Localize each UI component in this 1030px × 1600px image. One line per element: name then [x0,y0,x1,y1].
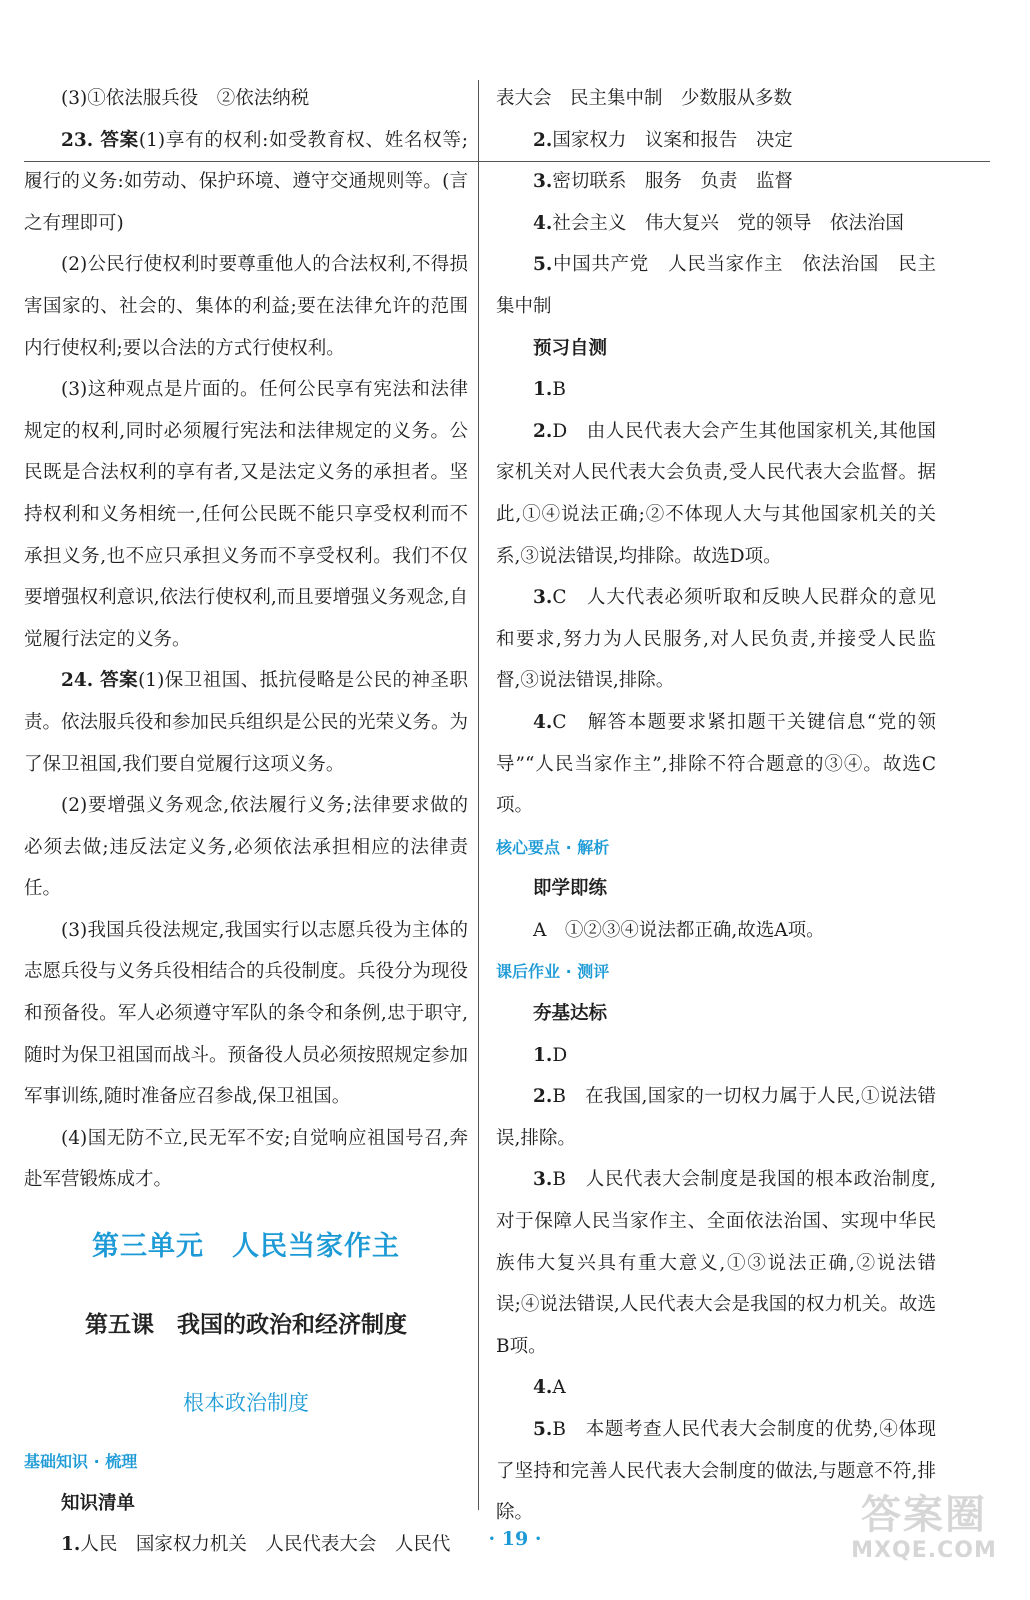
item-number: 5. [533,1419,553,1440]
item-text: 国家权力 议案和报告 决定 [552,129,793,151]
item-text: 社会主义 伟大复兴 党的领导 依法治国 [552,212,904,234]
left-column [24,78,468,1566]
topic-title: 根本政治制度 [183,1391,309,1416]
answer-24-part4: (4)国无防不立,民无军不安;自觉响应祖国号召,奔赴军营锻炼成才。 [24,1127,468,1191]
item-text: B 本题考查人民代表大会制度的优势,④体现了坚持和完善人民代表大会制度的做法,与题意不符,排除。 [496,1419,936,1524]
section-heading-basic: 基础知识 · 梳理 [24,1452,138,1472]
item-text: A [552,1377,566,1399]
unit-title: 第三单元 人民当家作主 [92,1231,400,1263]
homework-answer-4 [496,1367,936,1409]
item-text: B [552,379,566,401]
page-number: · 19 · [488,1528,542,1550]
answer-23 [24,120,468,245]
item-text: C 解答本题要求紧扣题干关键信息“党的领导”“人民当家作主”,排除不符合题意的③④。故选C项。 [496,711,936,817]
right-column [496,78,936,1534]
preview-heading: 预习自测 [533,337,608,359]
item-number: 1. [533,379,553,401]
answer-line: (3)①依法服兵役 ②依法纳税 [61,88,310,109]
answer-24-part2: (2)要增强义务观念,依法履行义务;法律要求做的必须去做;违反法定义务,必须依法承担相应的法律责任。 [24,795,468,900]
answer-23-part3: (3)这种观点是片面的。任何公民享有宪法和法律规定的权利,同时必须履行宪法和法律规定的义务。公民既是合法权利的享有者,又是法定义务的承担者。坚持权利和义务相统一,任何公民既不能只享受权利而不承担义务,也不应只承担义务而不享受权利。我们不仅要增强权利意识,依法行使权利,而且要增强义务观念,自觉履行法定的义务。 [24,379,468,650]
preview-answer-3 [496,577,936,702]
knowledge-item-5 [496,244,936,327]
answer-24 [24,660,468,785]
item-text: 中国共产党 人民当家作主 依法治国 民主集中制 [496,254,936,317]
item-text: D [552,1044,568,1066]
item-number: 5. [533,254,553,276]
homework-answer-2 [496,1076,936,1159]
preview-answer-1 [496,369,936,411]
preview-answer-2 [496,411,936,577]
item-number: 3. [533,1169,553,1191]
section-heading-core: 核心要点 · 解析 [496,837,610,857]
item-text: D 由人民代表大会产生其他国家机关,其他国家机关对人民代表大会负责,受人民代表大会监督。据此,①④说法正确;②不体现人大与其他国家机关的关系,③说法错误,均排除。故选D项。 [496,420,936,567]
knowledge-item-1-continued: 表大会 民主集中制 少数服从多数 [496,88,793,109]
item-text: B 人民代表大会制度是我国的根本政治制度,对于保障人民当家作主、全面依法治国、实现中华民族伟大复兴具有重大意义,①③说法正确,②说法错误;④说法错误,人民代表大会是我国的权力机关。故选B项。 [496,1169,936,1357]
answer-text: (1)享有的权利:如受教育权、姓名权等;履行的义务:如劳动、保护环境、遵守交通规则等。(言之有理即可) [24,129,468,234]
knowledge-item-2 [496,120,936,162]
item-number: 1. [61,1534,81,1556]
watermark-url: MXQE.COM [851,1538,997,1563]
item-number: 2. [533,1086,553,1108]
watermark-logo [836,1492,1012,1592]
item-number: 4. [533,212,553,234]
answer-label: 24. 答案 [61,670,139,692]
practice-heading: 即学即练 [533,878,608,900]
item-text: C 人大代表必须听取和反映人民群众的意见和要求,努力为人民服务,对人民负责,并接受人民监督,③说法错误,排除。 [496,587,936,692]
preview-answer-4 [496,702,936,827]
practice-answer: A ①②③④说法都正确,故选A项。 [533,919,825,941]
item-number: 2. [533,129,553,151]
item-number: 3. [533,587,553,609]
item-number: 2. [533,420,553,442]
lesson-title: 第五课 我国的政治和经济制度 [85,1312,407,1339]
item-text: 人民 国家权力机关 人民代表大会 人民代 [80,1534,451,1556]
section-heading-homework: 课后作业 · 测评 [496,962,610,982]
knowledge-item-3 [496,161,936,203]
answer-24-part3: (3)我国兵役法规定,我国实行以志愿兵役为主体的志愿兵役与义务兵役相结合的兵役制度。兵役分为现役和预备役。军人必须遵守军队的条令和条例,忠于职守,随时为保卫祖国而战斗。预备役人员必须按照规定参加军事训练,随时准备应召参战,保卫祖国。 [24,919,469,1108]
homework-answer-3 [496,1159,936,1367]
knowledge-item-4 [496,203,936,245]
answer-label: 23. 答案 [61,129,139,151]
homework-answer-1 [496,1035,936,1077]
answer-23-part2: (2)公民行使权利时要尊重他人的合法权利,不得损害国家的、社会的、集体的利益;要在法律允许的范围内行使权利;要以合法的方式行使权利。 [24,254,468,359]
item-number: 1. [533,1044,553,1066]
watermark-text: 答案圈 [861,1492,987,1538]
item-number: 4. [533,711,553,733]
answer-text: (1)保卫祖国、抵抗侵略是公民的神圣职责。依法服兵役和参加民兵组织是公民的光荣义务。为了保卫祖国,我们要自觉履行这项义务。 [24,670,469,775]
item-number: 3. [533,171,553,193]
item-number: 4. [533,1377,553,1399]
item-text: B 在我国,国家的一切权力属于人民,①说法错误,排除。 [496,1086,936,1149]
knowledge-list-heading: 知识清单 [61,1492,136,1514]
column-divider [478,80,479,1510]
item-text: 密切联系 服务 负责 监督 [552,171,793,193]
base-heading: 夯基达标 [533,1003,608,1025]
